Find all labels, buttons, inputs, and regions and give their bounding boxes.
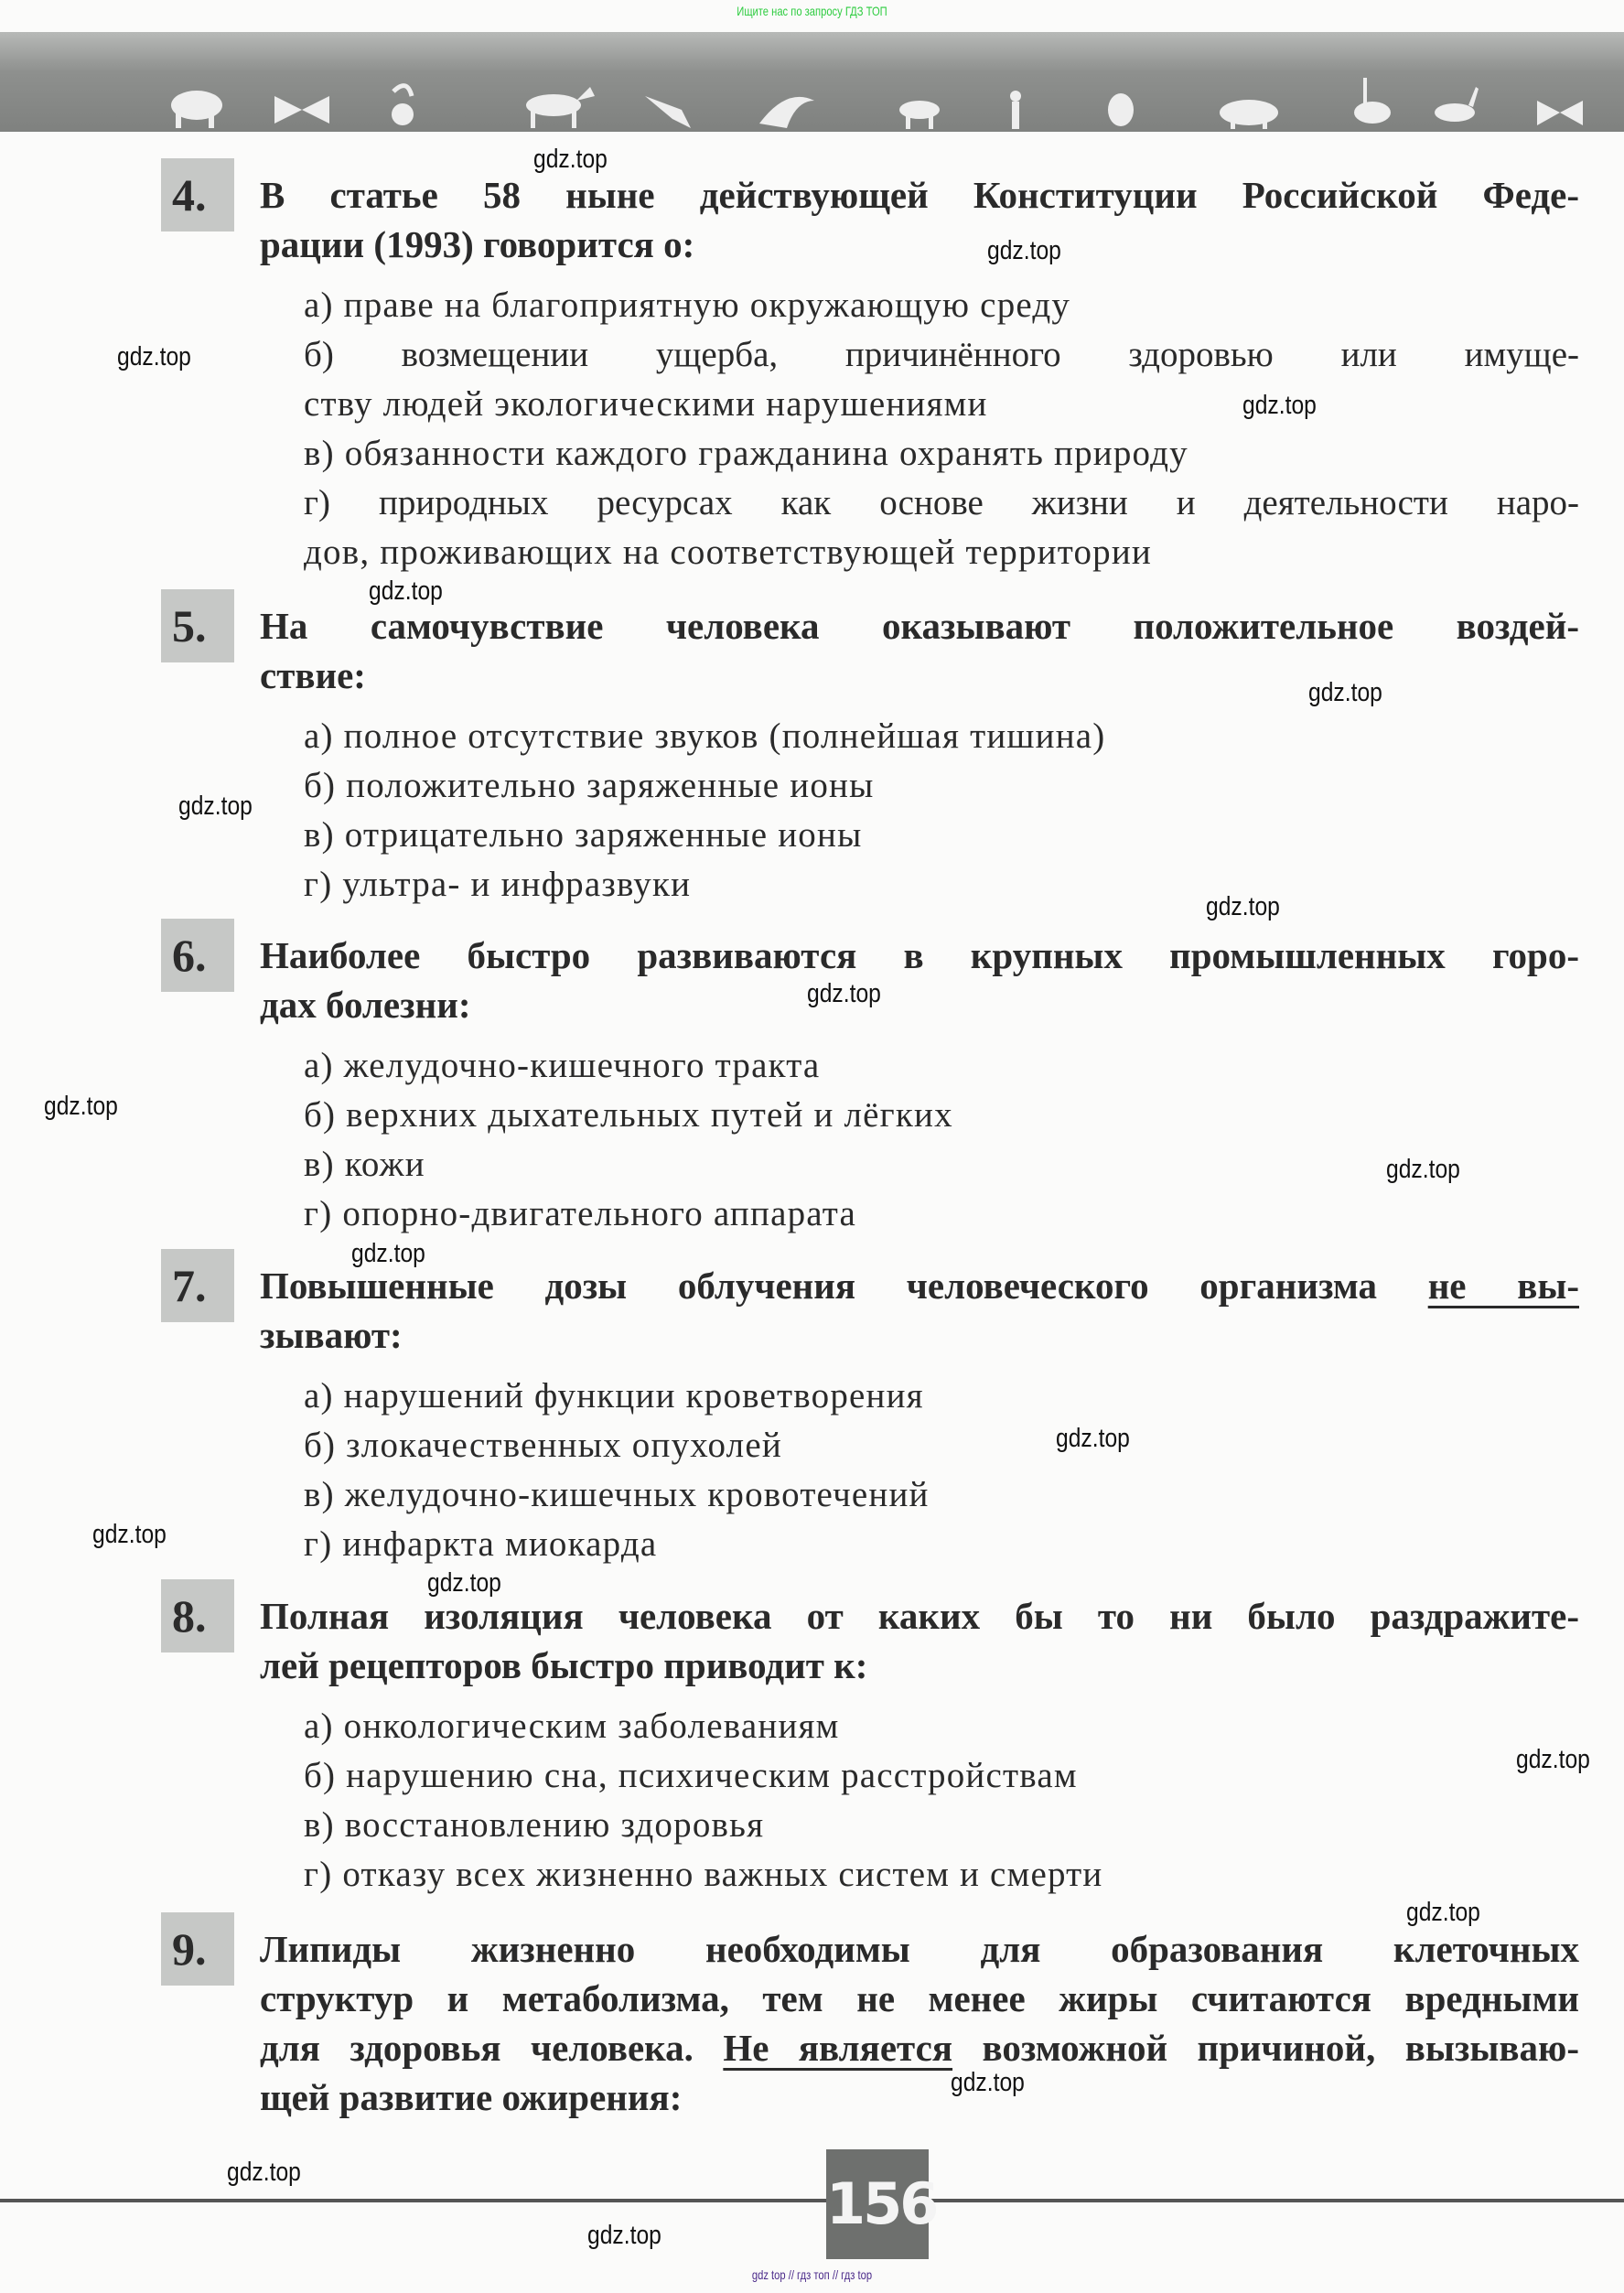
watermark-text: gdz.top xyxy=(178,791,253,821)
answer-option[interactable] xyxy=(304,281,1579,330)
watermark-text: gdz.top xyxy=(1308,678,1382,707)
dolphin-icon xyxy=(759,97,814,128)
question-text-line: зывают: xyxy=(260,1314,403,1356)
question-9 xyxy=(172,1923,1579,2122)
watermark-text: gdz.top xyxy=(1386,1155,1460,1184)
answer-text-line: г) природных ресурсах как основе жизни и деятельности наро- xyxy=(304,483,1579,522)
watermark-text: gdz.top xyxy=(807,979,881,1008)
footer-rule xyxy=(0,2199,1624,2202)
answer-option[interactable] xyxy=(304,1372,1579,1421)
question-number: 7. xyxy=(161,1249,234,1322)
watermark-text: gdz.top xyxy=(1206,892,1280,921)
answer-option[interactable] xyxy=(304,811,1579,860)
answer-option[interactable] xyxy=(304,1850,1579,1900)
text-segment: Повышенные дозы облучения человеческого организма xyxy=(260,1265,1428,1307)
watermark-text: gdz.top xyxy=(44,1092,118,1121)
question-text-line: Наиболее быстро развиваются в крупных промышленных горо- xyxy=(260,934,1579,976)
answer-options xyxy=(304,1041,1579,1239)
insect-icon xyxy=(1108,93,1134,126)
question-number: 6. xyxy=(161,919,234,992)
boar-icon xyxy=(1220,100,1278,129)
underlined-text: Не является xyxy=(723,2027,953,2069)
answer-option[interactable] xyxy=(304,712,1579,761)
question-number: 5. xyxy=(161,589,234,662)
page-number: 156 xyxy=(826,2149,929,2259)
answer-text-line: в) отрицательно заряженные ионы xyxy=(304,815,863,855)
answer-options xyxy=(304,712,1579,910)
question-text-line xyxy=(260,1261,1579,1310)
answer-option[interactable] xyxy=(304,330,1579,429)
watermark-text: gdz.top xyxy=(117,342,191,371)
answer-option[interactable] xyxy=(304,429,1579,479)
watermark-text: gdz.top xyxy=(1406,1898,1480,1927)
question-7 xyxy=(172,1260,1579,1569)
answer-text-line: а) желудочно-кишечного тракта xyxy=(304,1046,821,1085)
text-segment: возможной причиной, вызываю- xyxy=(952,2027,1579,2069)
answer-text-line: а) праве на благоприятную окружающую среду xyxy=(304,285,1071,325)
watermark-text: gdz.top xyxy=(227,2158,301,2187)
text-segment: для здоровья человека. xyxy=(260,2027,724,2069)
watermark-text: gdz.top xyxy=(987,236,1061,265)
answer-option[interactable] xyxy=(304,860,1579,910)
question-text-line xyxy=(260,2023,1579,2072)
header-note: Ищите нас по запросу ГДЗ ТОП xyxy=(737,4,887,18)
question-text-line: структур и метаболизма, тем не менее жиры считаются вредными xyxy=(260,1977,1579,2019)
answer-text-line: б) положительно заряженные ионы xyxy=(304,766,875,805)
answer-options xyxy=(304,1372,1579,1569)
answer-option[interactable] xyxy=(304,1091,1579,1140)
scorpion-icon xyxy=(392,86,414,125)
question-8 xyxy=(172,1590,1579,1900)
answer-options xyxy=(304,281,1579,577)
answer-text-line: б) верхних дыхательных путей и лёгких xyxy=(304,1095,953,1135)
question-text-line: дах болезни: xyxy=(260,984,471,1026)
answer-option[interactable] xyxy=(304,1190,1579,1239)
answer-text-line: г) инфаркта миокарда xyxy=(304,1524,658,1564)
question-6 xyxy=(172,930,1579,1239)
answer-text-line: в) желудочно-кишечных кровотечений xyxy=(304,1475,930,1514)
answer-option[interactable] xyxy=(304,1041,1579,1091)
answer-text-line: дов, проживающих на соответствующей территории xyxy=(304,533,1152,572)
question-text-line: Липиды жизненно необходимы для образования клеточных xyxy=(260,1928,1579,1970)
footer-note: gdz top // гдз топ // гдз top xyxy=(751,2267,873,2282)
question-number: 9. xyxy=(161,1912,234,1986)
answer-text-line: г) ультра- и инфразвуки xyxy=(304,865,692,904)
answer-text-line: б) злокачественных опухолей xyxy=(304,1426,782,1465)
bison-icon xyxy=(171,91,222,128)
answer-option[interactable] xyxy=(304,1421,1579,1470)
question-text-line: В статье 58 ныне действующей Конституции Российской Феде- xyxy=(260,174,1579,216)
answer-option[interactable] xyxy=(304,1702,1579,1751)
watermark-text: gdz.top xyxy=(587,2221,661,2250)
underlined-text: не вы- xyxy=(1427,1265,1579,1307)
question-text-line: ствие: xyxy=(260,654,366,696)
answer-options xyxy=(304,1702,1579,1900)
answer-text-line: а) нарушений функции кроветворения xyxy=(304,1376,924,1416)
watermark-text: gdz.top xyxy=(1242,391,1317,420)
ostrich-icon xyxy=(1354,78,1391,124)
question-text-line: щей развитие ожирения: xyxy=(260,2076,683,2118)
answer-text-line: в) кожи xyxy=(304,1145,425,1184)
watermark-text: gdz.top xyxy=(92,1520,167,1549)
watermark-text: gdz.top xyxy=(369,576,443,606)
question-text-line: лей рецепторов быстро приводит к: xyxy=(260,1644,868,1686)
answer-option[interactable] xyxy=(304,1470,1579,1520)
answer-text-line: а) онкологическим заболеваниям xyxy=(304,1706,840,1746)
answer-text-line: а) полное отсутствие звуков (полнейшая тишина) xyxy=(304,716,1106,756)
watermark-text: gdz.top xyxy=(427,1568,501,1598)
butterfly-icon xyxy=(274,96,329,124)
answer-option[interactable] xyxy=(304,1520,1579,1569)
question-text-line: На самочувствие человека оказывают положительное воздей- xyxy=(260,605,1579,647)
watermark-text: gdz.top xyxy=(951,2068,1025,2097)
animal-banner xyxy=(0,32,1624,132)
answer-text-line: в) восстановлению здоровья xyxy=(304,1805,765,1845)
antelope-icon xyxy=(1435,87,1479,122)
answer-text-line: г) отказу всех жизненно важных систем и смерти xyxy=(304,1855,1103,1894)
butterfly-icon xyxy=(1537,101,1583,125)
question-number: 4. xyxy=(161,158,234,231)
answer-text-line: г) опорно-двигательного аппарата xyxy=(304,1194,857,1233)
answer-text-line: ству людей экологическими нарушениями xyxy=(304,384,988,424)
answer-text-line: б) возмещении ущерба, причинённого здоровью или имуще- xyxy=(304,335,1579,374)
answer-text-line: б) нарушению сна, психическим расстройствам xyxy=(304,1756,1078,1795)
watermark-text: gdz.top xyxy=(1056,1424,1130,1453)
question-number: 8. xyxy=(161,1579,234,1652)
watermark-text: gdz.top xyxy=(1516,1745,1590,1774)
bird-icon xyxy=(645,96,691,128)
wolf-icon xyxy=(899,101,940,129)
answer-option[interactable] xyxy=(304,1751,1579,1801)
question-text-line: Полная изоляция человека от каких бы то ни было раздражите- xyxy=(260,1595,1579,1637)
horse-icon xyxy=(526,87,595,128)
question-text-line: рации (1993) говорится о: xyxy=(260,223,695,265)
answer-option[interactable] xyxy=(304,479,1579,577)
answer-option[interactable] xyxy=(304,1801,1579,1850)
watermark-text: gdz.top xyxy=(351,1239,425,1268)
human-icon xyxy=(1010,91,1021,129)
answer-text-line: в) обязанности каждого гражданина охранять природу xyxy=(304,434,1188,473)
question-4 xyxy=(172,169,1579,577)
answer-option[interactable] xyxy=(304,761,1579,811)
watermark-text: gdz.top xyxy=(533,145,608,174)
